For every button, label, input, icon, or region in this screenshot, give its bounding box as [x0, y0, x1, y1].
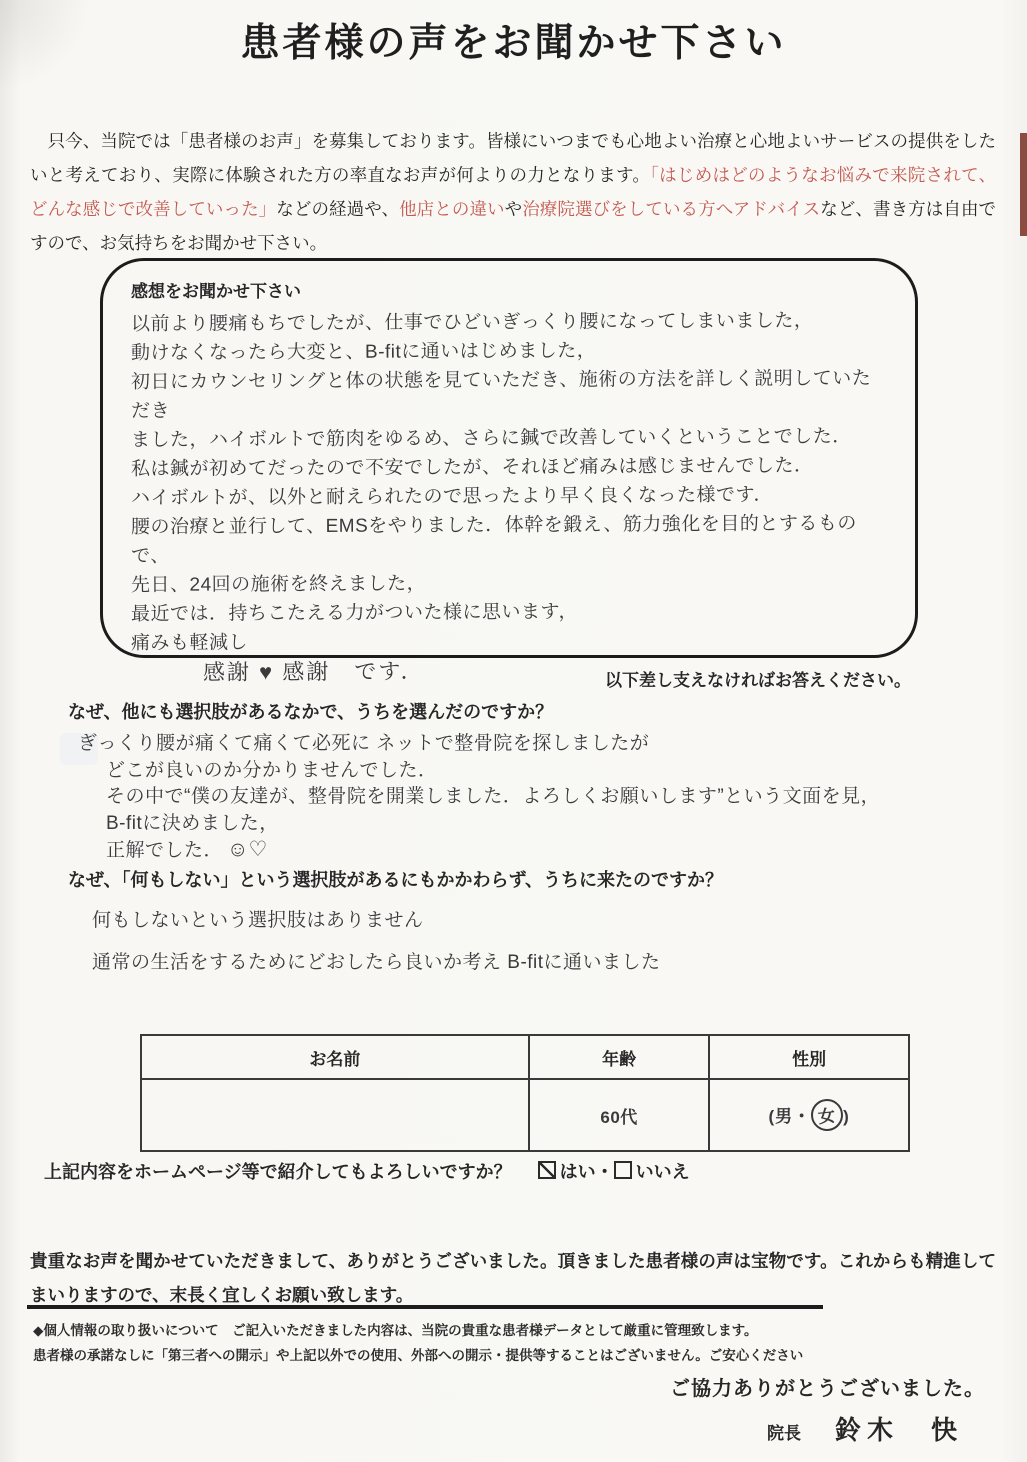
intro-highlight-text: 他店との違い [399, 198, 505, 219]
handwritten-line: 痛みも軽減し [130, 632, 249, 654]
handwritten-line: ぎっくり腰が痛くて痛くて必死に ネットで整骨院を探しましたが [78, 733, 650, 754]
handwritten-line: 正解でした． ☺♡ [106, 838, 268, 861]
header-name: お名前 [141, 1035, 529, 1079]
no-label: いいえ [635, 1162, 690, 1182]
gender-separator: ・ [793, 1107, 812, 1126]
section-divider [27, 1305, 823, 1309]
privacy-line-2: 患者様の承諾なしに「第三者への開示」や上記以外での使用、外部への開示・提供等することはございません。ご安心ください [33, 1348, 804, 1363]
gender-paren-open: ( [768, 1107, 776, 1126]
handwritten-line: B-fitに決めました， [106, 812, 279, 834]
intro-text-segment: 只今、当院では「患者様のお声」を募集しております。皆様にいつまでも心地よい治療と心地よいサービスの提供をしたいと考えており、実際に体験された方の率直なお声が何よりの力となります。 [30, 130, 996, 185]
handwritten-line: 私は鍼が初めてだったので不安でしたが、それほど痛みは感じませんでした． [130, 455, 814, 480]
header-gender: 性別 [709, 1035, 909, 1079]
smiley-heart-icon: ☺♡ [227, 838, 268, 861]
intro-highlight-text: 「はじめはどのようなお悩みで来院されて、どんな感じで改善していった」 [30, 164, 996, 219]
closing-message: 貴重なお声を聞かせていただきまして、ありがとうございました。頂きました患者様の声は宝物です。これからも精進してまいりますので、末長く宜しくお願い致します。 [30, 1250, 996, 1305]
handwritten-line: 以前より腰痛もちでしたが、仕事でひどいぎっくり腰になってしまいました， [130, 310, 814, 335]
director-signature [767, 1410, 963, 1447]
table-header-row [141, 1035, 909, 1079]
question-1-label: なぜ、他にも選択肢があるなかで、うちを選んだのですか？ [68, 702, 554, 722]
intro-paragraph [30, 124, 996, 260]
handwritten-line: 初日にカウンセリングと体の状態を見ていただき、施術の方法を詳しく説明していただき [130, 368, 872, 422]
publish-consent-row [44, 1158, 690, 1184]
handwritten-line: ハイボルトが、以外と耐えられたので思ったより早く良くなった様です． [130, 484, 774, 509]
name-cell [141, 1079, 529, 1151]
respondent-info-table [140, 1034, 910, 1152]
handwritten-line: 最近では．持ちこたえる力がついた様に思います， [130, 601, 579, 625]
page-title: 患者様の声をお聞かせ下さい [240, 22, 787, 65]
checkbox-no-icon [614, 1161, 632, 1179]
intro-text-segment: など、書き方は自由ですので、お気持ちをお聞かせ下さい。 [30, 198, 997, 253]
intro-highlight-text: 治療院選びをしている方へアドバイス [522, 198, 821, 219]
handwritten-line: 通常の生活をするためにどおしたら良いか考え B-fitに通いました [92, 952, 661, 973]
gender-cell [709, 1079, 909, 1151]
question-2-label: なぜ、「何もしない」という選択肢があるにもかかわらず、うちに来たのですか？ [68, 870, 724, 890]
handwritten-line: ました，ハイボルトで筋肉をゆるめ、さらに鍼で改善していくということでした． [130, 426, 852, 451]
handwritten-line: 動けなくなったら大変と、B-fitに通いはじめました， [130, 340, 597, 364]
question-2-answer [78, 900, 661, 984]
optional-answer-note: 以下差し支えなければお答えください。 [605, 671, 911, 690]
checkbox-yes-checked-icon [538, 1161, 556, 1179]
handwritten-line: 腰の治療と並行して、EMSをやりました．体幹を鍛え、筋力強化を目的とするもので、 [130, 513, 857, 567]
director-title: 院長 [766, 1424, 801, 1443]
privacy-line-1: ◆個人情報の取り扱いについて ご記入いただきました内容は、当院の貴重な患者様データとして厳重に管理致します。 [33, 1323, 758, 1338]
feedback-box-label: 感想をお聞かせ下さい [131, 282, 301, 301]
option-separator: ・ [595, 1162, 614, 1182]
handwritten-line: 感謝 ♥ 感謝 です． [202, 658, 425, 685]
handwritten-line: どこが良いのか分かりませんでした． [106, 759, 438, 781]
publish-consent-question: 上記内容をホームページ等で紹介してもよろしいですか？ [44, 1162, 512, 1182]
director-name: 鈴木 快 [834, 1415, 963, 1445]
privacy-notice [33, 1318, 963, 1368]
handwritten-feedback [131, 308, 889, 685]
gender-female-circled: 女 [810, 1097, 845, 1132]
handwritten-line: 何もしないという選択肢はありません [92, 910, 424, 931]
gender-paren-close: ) [843, 1107, 850, 1126]
cooperation-thanks: ご協力ありがとうございました。 [670, 1378, 985, 1400]
yes-label: はい [559, 1162, 596, 1182]
age-cell: 60代 [529, 1079, 709, 1151]
question-1-answer [78, 731, 880, 865]
handwritten-line: 先日、24回の施術を終えました， [130, 573, 427, 596]
intro-text-segment: などの経過や、 [276, 198, 400, 219]
gender-male: 男 [775, 1107, 794, 1126]
scan-edge-artifact [1020, 133, 1027, 236]
intro-text-segment: や [504, 198, 523, 219]
handwritten-line: その中で“僕の友達が、整骨院を開業しました．よろしくお願いします”という文面を見， [106, 786, 881, 807]
table-row [141, 1079, 909, 1151]
header-age: 年齢 [529, 1035, 709, 1079]
